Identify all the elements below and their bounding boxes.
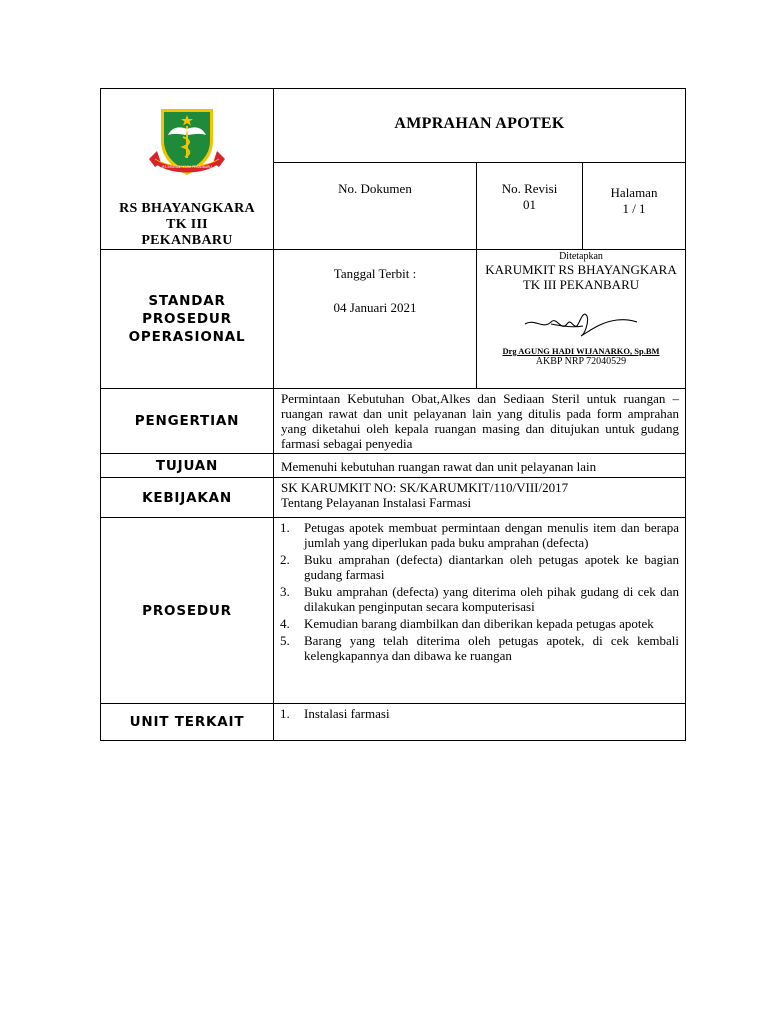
no-revisi-value: 01 <box>523 197 536 213</box>
sop-table <box>100 88 686 741</box>
logo-ribbon-text: RS BHAYANGKARA PEKANBARU <box>162 165 212 169</box>
tanggal-terbit-cell <box>274 250 477 389</box>
unit-terkait-list <box>274 706 685 721</box>
pengertian-label: PENGERTIAN <box>101 389 274 454</box>
unit-terkait-item <box>274 706 685 721</box>
pengertian-text: Permintaan Kebutuhan Obat,Alkes dan Sediaan Steril untuk ruangan – ruangan rawat dan unit pelayanan lain yang ditulis pada form amprahan yang diketahui oleh kepala ruangan masing dan ditujukan untuk gudang farmasi sebagai penyedia <box>274 389 686 454</box>
halaman-value: 1 / 1 <box>622 201 646 217</box>
prosedur-step-text: Buku amprahan (defecta) diantarkan oleh petugas apotek ke bagian gudang farmasi <box>304 552 679 582</box>
no-revisi-cell <box>477 163 583 250</box>
prosedur-step-text: Petugas apotek membuat permintaan dengan menulis item dan berapa jumlah yang diperlukan pada buku amprahan (defecta) <box>304 520 679 550</box>
ditetapkan-label: Ditetapkan <box>559 251 603 262</box>
no-revisi-label: No. Revisi <box>501 181 558 197</box>
tanggal-terbit-value: 04 Januari 2021 <box>333 300 417 315</box>
hospital-name: RS BHAYANGKARA TK III PEKANBARU <box>119 201 255 248</box>
unit-terkait-item-number: 1. <box>280 706 290 721</box>
hospital-header-cell <box>101 89 274 250</box>
ditetapkan-by: KARUMKIT RS BHAYANGKARA TK III PEKANBARU <box>485 262 677 292</box>
prosedur-step <box>274 633 685 663</box>
hospital-logo <box>147 107 227 179</box>
prosedur-step-number: 1. <box>280 520 290 535</box>
prosedur-step <box>274 584 685 614</box>
unit-terkait-item-text: Instalasi farmasi <box>304 706 390 721</box>
prosedur-step-text: Kemudian barang diambilkan dan diberikan kepada petugas apotek <box>304 616 654 631</box>
prosedur-step-number: 2. <box>280 552 290 567</box>
sop-label-cell: STANDAR PROSEDUR OPERASIONAL <box>101 250 274 389</box>
prosedur-step <box>274 520 685 550</box>
prosedur-label: PROSEDUR <box>101 518 274 704</box>
sop-document <box>100 88 685 741</box>
prosedur-step <box>274 552 685 582</box>
document-title: AMPRAHAN APOTEK <box>274 89 686 163</box>
kebijakan-label: KEBIJAKAN <box>101 478 274 518</box>
prosedur-list <box>274 520 685 663</box>
halaman-cell <box>583 163 686 250</box>
prosedur-cell <box>274 518 686 704</box>
prosedur-step-number: 5. <box>280 633 290 648</box>
tujuan-text: Memenuhi kebutuhan ruangan rawat dan unit pelayanan lain <box>274 454 686 478</box>
ditetapkan-cell <box>477 250 686 389</box>
prosedur-step-text: Barang yang telah diterima oleh petugas apotek, di cek kembali kelengkapannya dan dibawa ke ruangan <box>304 633 679 663</box>
tanggal-terbit-label: Tanggal Terbit : <box>333 266 417 281</box>
kebijakan-text: SK KARUMKIT NO: SK/KARUMKIT/110/VIII/2017 Tentang Pelayanan Instalasi Farmasi <box>274 478 686 518</box>
halaman-label: Halaman <box>610 185 658 201</box>
prosedur-step-number: 4. <box>280 616 290 631</box>
signer-rank: AKBP NRP 72040529 <box>535 356 627 367</box>
prosedur-step <box>274 616 685 631</box>
no-dokumen-cell <box>274 163 477 250</box>
prosedur-step-number: 3. <box>280 584 290 599</box>
unit-terkait-cell <box>274 704 686 741</box>
tujuan-label: TUJUAN <box>101 454 274 478</box>
signature-image <box>521 302 641 342</box>
signer-name: Drg AGUNG HADI WIJANARKO, Sp.BM <box>502 346 660 356</box>
prosedur-step-text: Buku amprahan (defecta) yang diterima oleh pihak gudang di cek dan dilakukan penginputan secara komputerisasi <box>304 584 679 614</box>
no-dokumen-label: No. Dokumen <box>338 181 412 197</box>
unit-terkait-label: UNIT TERKAIT <box>101 704 274 741</box>
